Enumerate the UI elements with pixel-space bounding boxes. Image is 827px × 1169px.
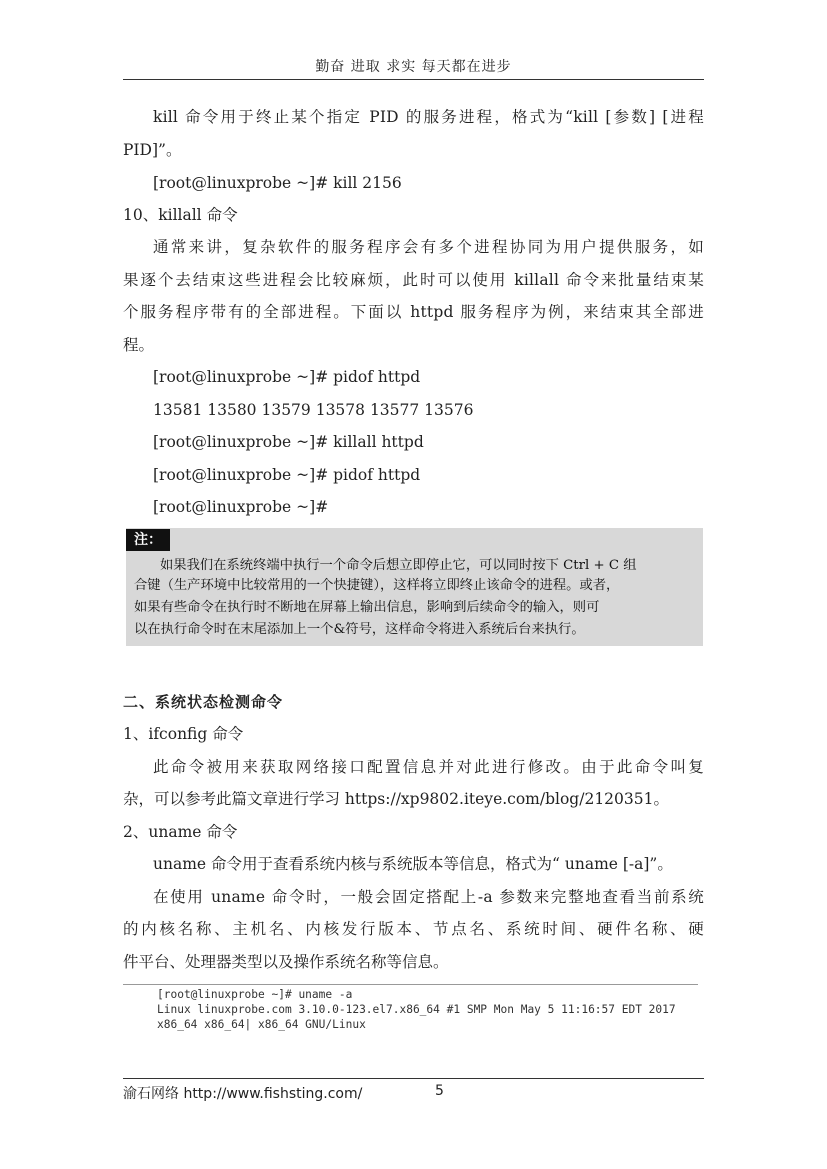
uname-desc-line-4: 件平台、处理器类型以及操作系统名称等信息。 — [123, 953, 449, 971]
note-line-4: 以在执行命令时在末尾添加上一个&符号，这样命令将进入系统后台来执行。 — [134, 622, 585, 637]
ifconfig-heading: 1、ifconfig 命令 — [123, 725, 244, 743]
section-2-title: 二、系统状态检测命令 — [123, 693, 284, 711]
killall-desc-line-1: 通常来讲，复杂软件的服务程序会有多个进程协同为用户提供服务，如 — [153, 238, 704, 256]
killall-desc-line-4: 程。 — [123, 336, 155, 354]
command-line-2: [root@linuxprobe ~]# killall httpd — [153, 433, 424, 451]
command-line-3: [root@linuxprobe ~]# pidof httpd — [153, 466, 421, 484]
command-line-1: [root@linuxprobe ~]# pidof httpd — [153, 368, 421, 386]
command-output-pids: 13581 13580 13579 13578 13577 13576 — [153, 401, 474, 419]
note-line-2: 合键（生产环境中比较常用的一个快捷键），这样将立即终止该命令的进程。或者， — [134, 578, 620, 593]
kill-example: [root@linuxprobe ~]# kill 2156 — [153, 174, 402, 192]
terminal-line-1: [root@linuxprobe ~]# uname -a — [157, 988, 353, 1001]
header-rule — [123, 79, 704, 80]
uname-desc-line-1: uname 命令用于查看系统内核与系统版本等信息，格式为“ uname [-a]”。 — [153, 855, 673, 873]
command-line-4: [root@linuxprobe ~]# — [153, 498, 329, 516]
note-label: 注： — [126, 529, 170, 551]
uname-desc-line-2: 在使用 uname 命令时，一般会固定搭配上-a 参数来完整地查看当前系统 — [153, 888, 704, 906]
footer-rule — [123, 1078, 704, 1079]
killall-heading: 10、killall 命令 — [123, 206, 238, 224]
terminal-line-3: x86_64 x86_64| x86_64 GNU/Linux — [157, 1018, 366, 1031]
kill-desc-line-1: kill 命令用于终止某个指定 PID 的服务进程，格式为“kill [参数] [进程 — [153, 108, 704, 126]
ifconfig-desc-line-1: 此命令被用来获取网络接口配置信息并对此进行修改。由于此命令叫复 — [153, 758, 704, 776]
uname-desc-line-3: 的内核名称、主机名、内核发行版本、节点名、系统时间、硬件名称、硬 — [123, 920, 704, 938]
uname-heading: 2、uname 命令 — [123, 823, 238, 841]
footer-site: 渝石网络 http://www.fishsting.com/ — [123, 1086, 363, 1102]
page-header-motto: 勤奋 进取 求实 每天都在进步 — [315, 59, 512, 75]
killall-desc-line-3: 个服务程序带有的全部进程。下面以 httpd 服务程序为例，来结束其全部进 — [123, 303, 704, 321]
page-number: 5 — [435, 1083, 444, 1099]
note-line-3: 如果有些命令在执行时不断地在屏幕上输出信息，影响到后续命令的输入，则可 — [134, 600, 600, 615]
note-line-1: 如果我们在系统终端中执行一个命令后想立即停止它，可以同时按下 Ctrl + C 组 — [160, 558, 637, 573]
terminal-line-2: Linux linuxprobe.com 3.10.0-123.el7.x86_64 #1 SMP Mon May 5 11:16:57 EDT 2017 — [157, 1003, 676, 1016]
killall-desc-line-2: 果逐个去结束这些进程会比较麻烦，此时可以使用 killall 命令来批量结束某 — [123, 271, 704, 289]
ifconfig-desc-line-2: 杂，可以参考此篇文章进行学习 https://xp9802.iteye.com/blog/2120351。 — [123, 790, 669, 808]
kill-desc-line-2: PID]”。 — [123, 141, 182, 159]
